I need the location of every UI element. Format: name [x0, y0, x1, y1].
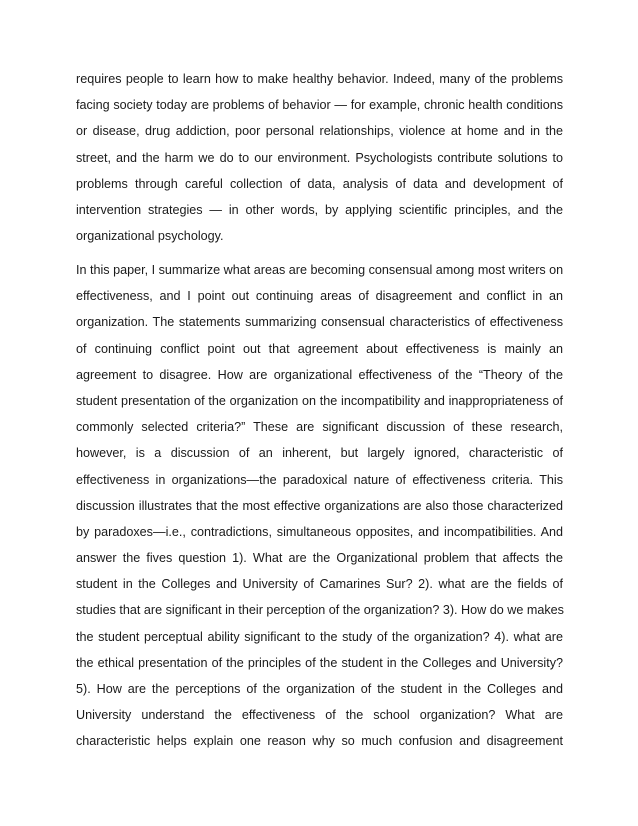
text-line: answer the fives question 1). What are the Organizational problem that affects the — [76, 551, 563, 566]
text-line: the student perceptual ability significant to the study of the organization? 4). what are — [76, 629, 563, 644]
text-line: street, and the harm we do to our environment. Psychologists contribute solutions to — [76, 150, 563, 165]
paragraph-1 — [76, 66, 563, 249]
text-line: commonly selected criteria?” These are significant discussion of these research, — [76, 420, 563, 435]
text-line: intervention strategies — in other words, by applying scientific principles, and the — [76, 202, 563, 217]
text-line: organizational psychology. — [76, 229, 224, 244]
text-line: effectiveness, and I point out continuing areas of disagreement and conflict in an — [76, 289, 563, 304]
text-line: student in the Colleges and University of Camarines Sur? 2). what are the fields of — [76, 577, 563, 592]
text-line: effectiveness in organizations—the paradoxical nature of effectiveness criteria. This — [76, 472, 563, 487]
text-line: problems through careful collection of data, analysis of data and development of — [76, 176, 563, 191]
text-line: of continuing conflict point out that agreement about effectiveness is mainly an — [76, 341, 563, 356]
paragraph-2 — [76, 257, 563, 755]
text-line: however, is a discussion of an inherent, but largely ignored, characteristic of — [76, 446, 563, 461]
text-line: University understand the effectiveness of the school organization? What are — [76, 708, 563, 723]
text-line: studies that are significant in their perception of the organization? 3). How do we makes — [76, 603, 564, 618]
text-line: In this paper, I summarize what areas are becoming consensual among most writers on — [76, 263, 564, 277]
text-line: 5). How are the perceptions of the organization of the student in the Colleges and — [76, 682, 563, 696]
text-line: facing society today are problems of behavior — for example, chronic health conditions — [76, 98, 563, 113]
text-line: or disease, drug addiction, poor personal relationships, violence at home and in the — [76, 124, 563, 139]
text-line: the ethical presentation of the principles of the student in the Colleges and University? — [76, 655, 563, 670]
text-line: agreement to disagree. How are organizational effectiveness of the “Theory of the — [76, 367, 563, 382]
text-line: characteristic helps explain one reason why so much confusion and disagreement — [76, 734, 563, 749]
text-line: discussion illustrates that the most effective organizations are also those characterized — [76, 498, 563, 513]
text-line: by paradoxes—i.e., contradictions, simultaneous opposites, and incompatibilities. And — [76, 524, 563, 539]
text-line: requires people to learn how to make healthy behavior. Indeed, many of the problems — [76, 72, 563, 86]
text-line: student presentation of the organization on the incompatibility and inappropriateness of — [76, 393, 563, 408]
text-line: organization. The statements summarizing consensual characteristics of effectiveness — [76, 315, 563, 330]
